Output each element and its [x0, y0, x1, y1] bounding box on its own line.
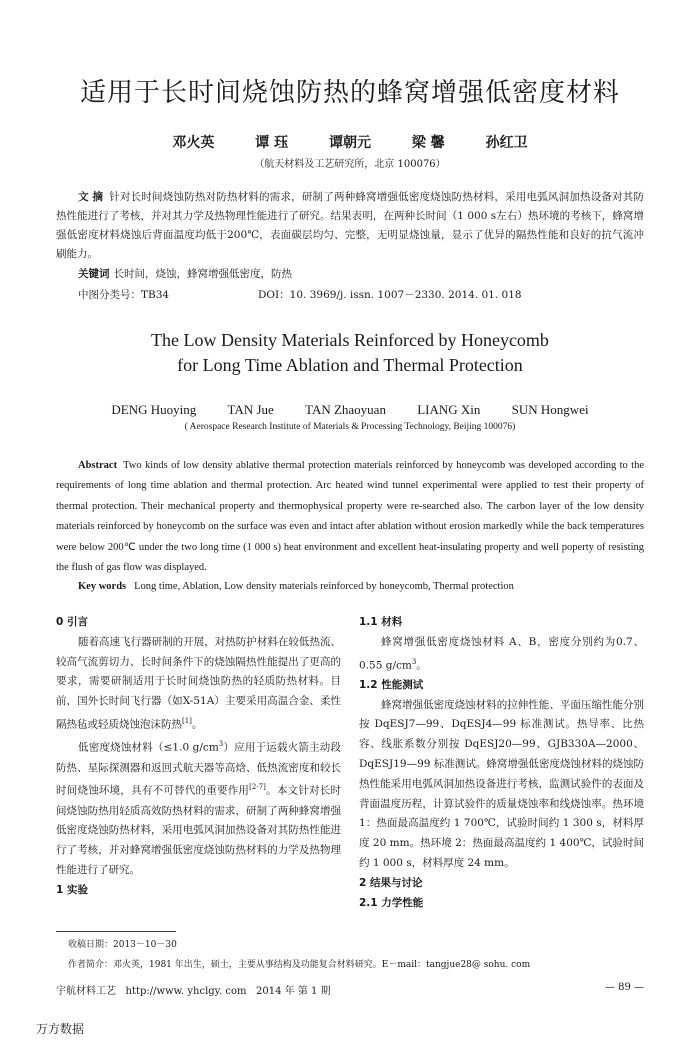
section-1-2-heading: 1.2 性能测试 [359, 678, 424, 691]
citation-ref-1: [1] [182, 716, 192, 725]
section-1-1-heading: 1.1 材料 [359, 616, 403, 628]
english-abstract-label: Abstract [78, 460, 118, 471]
section-2-heading: 2 结果与讨论 [359, 876, 423, 889]
author-4: 梁 馨 [411, 135, 445, 151]
citation-ref-2: [2-7] [249, 783, 266, 792]
section-0-p2-text-c: 。本文针对长时间烧蚀防热用轻质高效防热材料的需求，研制了两种蜂窝增强低密度烧蚀防热材料，采用电弧风洞加热设备对其防热性能进行了考核，并对蜂窝增强低密度烧蚀防热材料的力学及热物理性能进行了研究。 [56, 784, 342, 877]
english-title-line-1: The Low Density Materials Reinforced by Honeycomb [151, 330, 549, 350]
unit-superscript: 3 [218, 740, 224, 749]
footnote-divider [56, 931, 176, 932]
chinese-keywords [78, 265, 644, 284]
english-abstract [56, 456, 644, 578]
section-0-p1-text: 随着高速飞行器研制的开展，对热防护材料在较低热流、较高气流剪切力、长时间条件下的烧蚀隔热性能提出了更高的要求，需要研制适用于长时间烧蚀防热的轻质防热材料。目前，国外长时间飞行器（如X-51A）主要采用高温合金、柔性隔热毡或轻质烧蚀泡沫防热 [56, 635, 341, 731]
section-0-paragraph-2 [56, 735, 341, 881]
chinese-title: 适用于长时间烧蚀防热的蜂窝增强低密度材料 [79, 78, 620, 108]
chinese-keywords-text: 长时间，烧蚀，蜂窝增强低密度，防热 [113, 268, 292, 280]
section-1-1-text-a: 蜂窝增强低密度烧蚀材料 A、B，密度分别约为0.7、0.55 g/cm [359, 635, 644, 672]
en-author-2: TAN Jue [227, 402, 274, 417]
chinese-affiliation: （航天材料及工艺研究所，北京 100076） [254, 159, 446, 170]
section-1-1-paragraph [359, 633, 644, 676]
density-unit-superscript: 3 [411, 657, 417, 666]
english-keywords-text: Long time, Ablation, Low density materials reinforced by honeycomb, Thermal protection [134, 581, 514, 592]
database-watermark: 万方数据 [36, 1022, 85, 1036]
section-0-heading: 0 引言 [56, 616, 88, 628]
en-author-4: LIANG Xin [417, 402, 481, 417]
en-author-5: SUN Hongwei [511, 402, 589, 417]
english-title-line-2: for Long Time Ablation and Thermal Protection [177, 355, 523, 375]
journal-url: http://www. yhclgy. com [125, 986, 247, 997]
author-1: 邓火英 [172, 135, 215, 151]
english-affiliation: ( Aerospace Research Institute of Materials & Processing Technology, Beijing 100076) [184, 422, 516, 432]
classification-number: 中图分类号：TB34 [78, 289, 170, 301]
right-column [359, 613, 644, 913]
doi: DOI：10. 3969/j. issn. 1007－2330. 2014. 01. 018 [258, 289, 522, 301]
english-keywords-label: Key words [78, 581, 127, 592]
section-1-heading: 1 实验 [56, 883, 88, 896]
journal-issue: 2014 年 第 1 期 [256, 986, 331, 997]
section-0-p1-end: 。 [191, 718, 203, 731]
en-author-3: TAN Zhaoyuan [305, 402, 386, 417]
chinese-abstract [56, 188, 644, 264]
section-1-1-text-b: 。 [416, 659, 427, 672]
en-author-1: DENG Huoying [111, 402, 197, 417]
chinese-abstract-text: 针对长时间烧蚀防热对防热材料的需求，研制了两种蜂窝增强低密度烧蚀防热材料，采用电弧风洞加热设备对其防热性能进行了考核，并对其力学及热物理性能进行了研究。结果表明，在两种长时间（1 000 s左右）热环境的考核下，蜂窝增强低密度材料烧蚀后背面温度均低于200℃，表面碳层均匀、完整，无明显烧蚀量，显示了优异的隔热性能和良好的抗气流冲刷能力。 [56, 191, 645, 260]
section-0-p2-text-b: ）应用于运载火箭主动段防热、星际探测器和返回式航天器等高焓、低热流密度和较长时间烧蚀环境，具有不可替代的重要作用 [56, 741, 342, 797]
journal-name: 宇航材料工艺 [56, 986, 116, 997]
section-2-1-heading: 2.1 力学性能 [359, 896, 424, 909]
chinese-abstract-label: 文 摘 [78, 191, 104, 203]
author-5: 孙红卫 [485, 135, 528, 151]
english-abstract-text: Two kinds of low density ablative thermal protection materials reinforced by honeycomb was developed according to the requirements of long time ablation and thermal protection. Arc heated wind tunnel experimental were applied to test their property of thermal protection. Their mechanical property and thermophysical property were re-searched also. The carbon layer of the low density materials reinforced by honeycomb on the surface was even and intact after ablation without erosion markedly while the back temperatures were below 200℃ under the two long time (1 000 s) heat environment and excellent heat-insulating property and well poperty of resisting the flush of gas flow was displayed. [56, 460, 644, 574]
author-2: 谭 珏 [255, 135, 289, 151]
author-3: 谭朝元 [329, 135, 371, 151]
english-keywords [78, 577, 644, 597]
page-number: — 89 — [604, 982, 644, 993]
section-0-p2-text-a: 低密度烧蚀材料（≤1.0 g/cm [78, 741, 219, 754]
footnote-author-info: 作者简介：邓火英，1981 年出生，硕士，主要从事结构及功能复合材料研究。E－mail：tangjue28@ sohu. com [68, 960, 531, 970]
english-authors [0, 402, 700, 418]
english-title [0, 328, 700, 378]
classification-line [78, 286, 644, 305]
footnote-received-date: 收稿日期：2013－10－30 [68, 940, 177, 950]
chinese-keywords-label: 关键词 [78, 268, 110, 280]
chinese-authors [0, 132, 700, 152]
section-0-paragraph-1 [56, 633, 341, 735]
section-1-2-paragraph: 蜂窝增强低密度烧蚀材料的拉伸性能、平面压缩性能分别按 DqESJ7—99、DqESJ4—99 标准测试。热导率、比热容、线胀系数分别按 DqESJ20—99、GJB330A—2000、DqESJ19—99 标准测试。蜂窝增强低密度烧蚀材料的烧蚀防热性能采用电弧风洞加热设备进行考核，监测试验件的表面及背面温度历程，计算试验件的质量烧蚀率和线烧蚀率。热环境 1：热面最高温度约 1 700℃，试验时间约 1 300 s，材料厚度 20 mm。热环境 2：热面最高温度约 1 400℃，试验时间约 1 000 s，材料厚度 24 mm。 [359, 698, 644, 870]
footer-journal-info [56, 982, 331, 997]
left-column [56, 613, 341, 901]
